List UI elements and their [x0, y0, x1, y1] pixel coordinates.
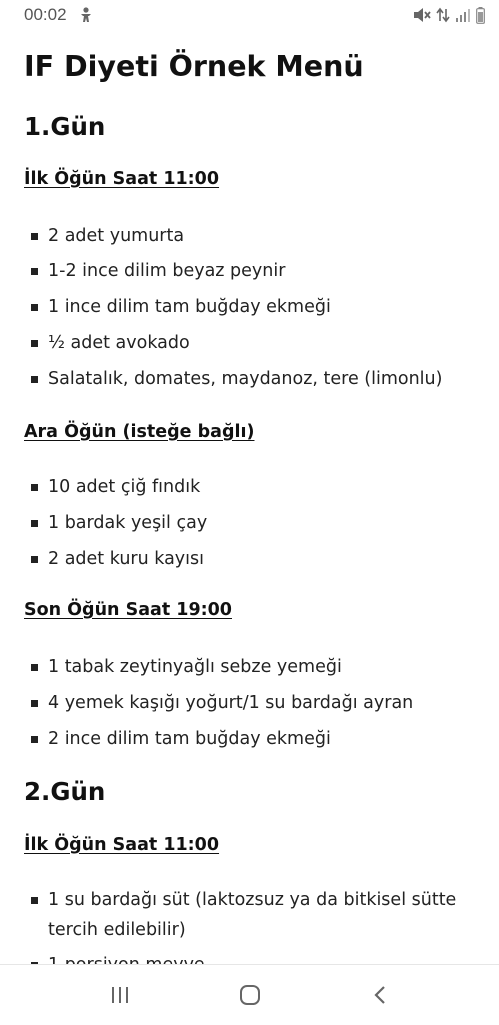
- list-item: 10 adet çiğ fındık: [48, 477, 201, 497]
- list-item: Salatalık, domates, maydanoz, tere (limonlu): [48, 369, 443, 389]
- list-item: 1-2 ince dilim beyaz peynir: [48, 261, 286, 281]
- battery-icon: [476, 7, 485, 24]
- bullet-icon: [31, 897, 38, 904]
- bullet-icon: [31, 233, 38, 240]
- data-arrows-icon: [436, 7, 450, 23]
- bullet-icon: [31, 484, 38, 491]
- list-item: 2 adet kuru kayısı: [48, 549, 205, 569]
- status-time: 00:02: [24, 5, 67, 24]
- bullet-icon: [31, 268, 38, 275]
- bullet-icon: [31, 520, 38, 527]
- recent-apps-icon: [110, 986, 130, 1004]
- list-item: 1 su bardağı süt (laktozsuz ya da bitkisel sütte tercih edilebilir): [48, 890, 457, 940]
- signal-icon: [455, 7, 471, 23]
- bullet-icon: [31, 664, 38, 671]
- page-title: IF Diyeti Örnek Menü: [24, 50, 364, 83]
- back-icon: [373, 985, 387, 1005]
- recent-apps-button[interactable]: [80, 965, 160, 1025]
- list-item: 1 bardak yeşil çay: [48, 513, 208, 533]
- list-item: 2 ince dilim tam buğday ekmeği: [48, 729, 331, 749]
- home-button[interactable]: [210, 965, 290, 1025]
- navigation-bar: [0, 964, 499, 1024]
- bullet-icon: [31, 304, 38, 311]
- meal-heading: Ara Öğün (isteğe bağlı): [24, 422, 255, 442]
- day-heading: 2.Gün: [24, 777, 106, 806]
- article-content: [0, 32, 499, 964]
- bullet-icon: [31, 700, 38, 707]
- accessibility-person-icon: [77, 6, 95, 24]
- back-button[interactable]: [340, 965, 420, 1025]
- day-heading: 1.Gün: [24, 112, 106, 141]
- status-bar: [0, 0, 499, 32]
- bullet-icon: [31, 376, 38, 383]
- meal-heading: Son Öğün Saat 19:00: [24, 600, 232, 620]
- list-item: 1 ince dilim tam buğday ekmeği: [48, 297, 331, 317]
- home-icon: [239, 984, 261, 1006]
- meal-heading: İlk Öğün Saat 11:00: [24, 169, 220, 189]
- list-item: 4 yemek kaşığı yoğurt/1 su bardağı ayran: [48, 693, 414, 713]
- meal-heading: İlk Öğün Saat 11:00: [24, 835, 220, 855]
- status-icons: [413, 5, 485, 25]
- bullet-icon: [31, 340, 38, 347]
- list-item: ½ adet avokado: [48, 333, 190, 353]
- bullet-icon: [31, 736, 38, 743]
- list-item: 2 adet yumurta: [48, 226, 185, 246]
- mute-icon: [413, 7, 431, 23]
- list-item: 1 tabak zeytinyağlı sebze yemeği: [48, 657, 342, 677]
- bullet-icon: [31, 556, 38, 563]
